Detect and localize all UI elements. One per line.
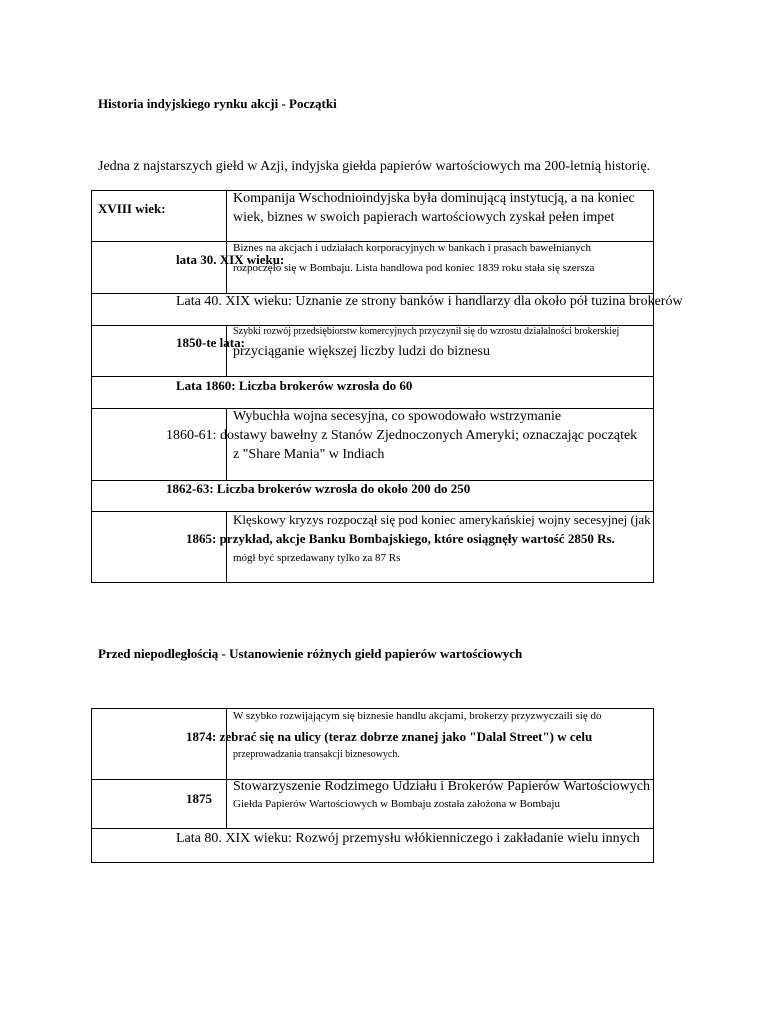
table1-row1-line1: Kompanija Wschodnioindyjska była dominującą instytucją, a na koniec bbox=[233, 191, 635, 206]
intro-paragraph: Jedna z najstarszych giełd w Azji, indyjska giełda papierów wartościowych ma 200-letnią historię. bbox=[98, 159, 651, 174]
table1-row2-line1: Biznes na akcjach i udziałach korporacyjnych w bankach i prasach bawełnianych bbox=[233, 242, 591, 254]
table2-row2-line1: Stowarzyszenie Rodzimego Udziału i Brokerów Papierów Wartościowych bbox=[233, 779, 650, 794]
table1-row6-line3: z "Share Mania" w Indiach bbox=[233, 447, 385, 462]
table1-row2-line2: rozpoczęło się w Bombaju. Lista handlowa pod koniec 1839 roku stała się szersza bbox=[233, 262, 595, 274]
table1-row4-period: 1850-te lata: bbox=[176, 335, 245, 350]
table2-row1-line1: W szybko rozwijającym się biznesie handlu akcjami, brokerzy przyzwyczaili się do bbox=[233, 710, 602, 722]
table1-row1-line2: wiek, biznes w swoich papierach wartościowych zyskał pełen impet bbox=[233, 210, 615, 225]
table1-row7-text: 1862-63: Liczba brokerów wzrosła do około 200 do 250 bbox=[166, 481, 471, 496]
table1-row8-line1: Klęskowy kryzys rozpoczął się pod koniec amerykańskiej wojny secesyjnej (jak bbox=[233, 512, 651, 527]
table1-row4-line1: Szybki rozwój przedsiębiorstw komercyjnych przyczynił się do wzrostu działalności brokerskiej bbox=[233, 326, 620, 337]
table2-row2-line2: Giełda Papierów Wartościowych w Bombaju została założona w Bombaju bbox=[233, 798, 560, 810]
table1-row6-line1: Wybuchła wojna secesyjna, co spowodowało wstrzymanie bbox=[233, 409, 562, 424]
table2-row3-text: Lata 80. XIX wieku: Rozwój przemysłu włókienniczego i zakładanie wielu innych bbox=[176, 831, 640, 846]
section-title-pre-independence: Przed niepodległością - Ustanowienie różnych giełd papierów wartościowych bbox=[98, 646, 523, 661]
table2-row2-period: 1875 bbox=[186, 791, 212, 806]
table1-row1-period: XVIII wiek: bbox=[98, 201, 166, 216]
table1-row5-text: Lata 1860: Liczba brokerów wzrosła do 60 bbox=[176, 378, 413, 393]
table1-row6-line2: 1860-61: dostawy bawełny z Stanów Zjednoczonych Ameryki; oznaczając początek bbox=[166, 428, 638, 443]
table2-row1-line2: 1874: zebrać się na ulicy (teraz dobrze znanej jako "Dalal Street") w celu bbox=[186, 729, 593, 744]
table1-row4-line2: przyciąganie większej liczby ludzi do biznesu bbox=[233, 344, 490, 359]
table1-row3-text: Lata 40. XIX wieku: Uznanie ze strony banków i handlarzy dla około pół tuzina brokerów bbox=[176, 294, 683, 309]
table2-row1-line3: przeprowadzania transakcji biznesowych. bbox=[233, 749, 400, 760]
table1-row8-line2: 1865: przykład, akcje Banku Bombajskiego, które osiągnęły wartość 2850 Rs. bbox=[186, 531, 615, 546]
table1-row8-line3: mógł być sprzedawany tylko za 87 Rs bbox=[233, 552, 401, 564]
table1-row2-period: lata 30. XIX wieku: bbox=[176, 252, 285, 267]
section-title-beginnings: Historia indyjskiego rynku akcji - Początki bbox=[98, 96, 337, 111]
